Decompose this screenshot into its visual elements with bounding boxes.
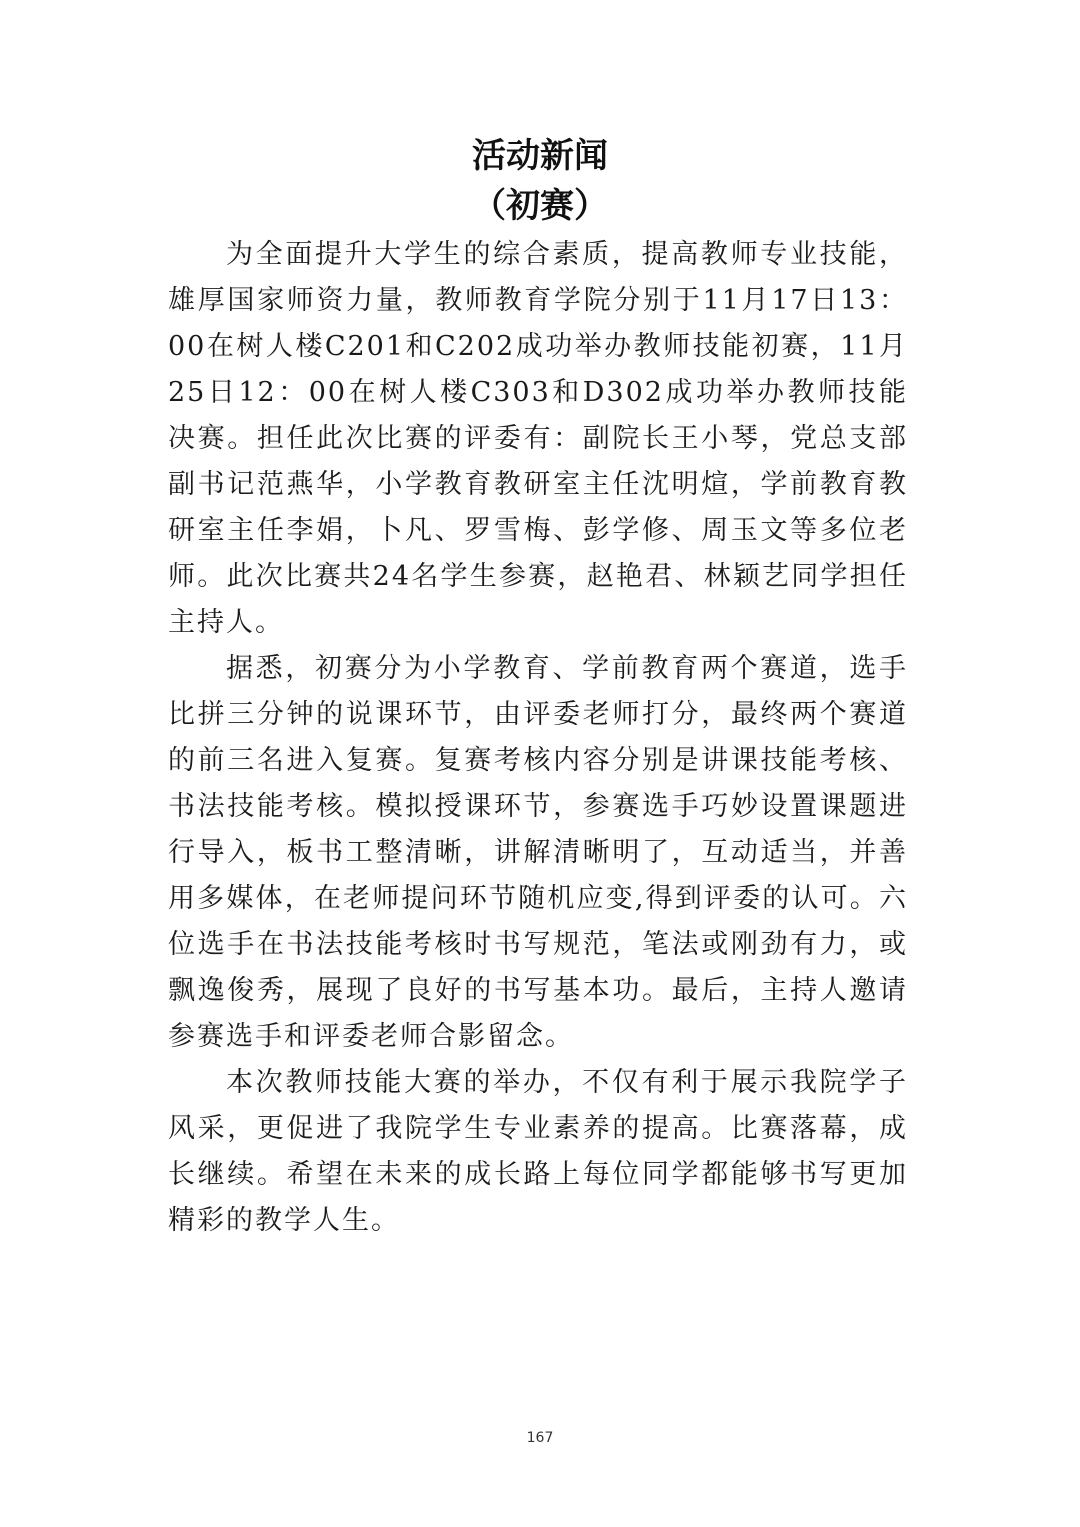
page-subtitle: （初赛） (472, 186, 608, 226)
article-paragraph-2: 据悉，初赛分为小学教育、学前教育两个赛道，选手比拼三分钟的说课环节，由评委老师打分，最终两个赛道的前三名进入复赛。复赛考核内容分别是讲课技能考核、书法技能考核。模拟授课环节，参赛选手巧妙设置课题进行导入，板书工整清晰，讲解清晰明了，互动适当，并善用多媒体，在老师提问环节随机应变,得到评委的认可。六位选手在书法技能考核时书写规范，笔法或刚劲有力，或飘逸俊秀，展现了良好的书写基本功。最后，主持人邀请参赛选手和评委老师合影留念。 (168, 653, 908, 1052)
page-title: 活动新闻 (472, 136, 608, 176)
article-paragraph-1: 为全面提升大学生的综合素质，提高教师专业技能，雄厚国家师资力量，教师教育学院分别于11月17日13：00在树人楼C201和C202成功举办教师技能初赛，11月25日12：00在树人楼C303和D302成功举办教师技能决赛。担任此次比赛的评委有：副院长王小琴，党总支部副书记范燕华，小学教育教研室主任沈明煊，学前教育教研室主任李娟，卜凡、罗雪梅、彭学修、周玉文等多位老师。此次比赛共24名学生参赛，赵艳君、林颖艺同学担任主持人。 (168, 239, 908, 638)
article-paragraph-3: 本次教师技能大赛的举办，不仅有利于展示我院学子风采，更促进了我院学生专业素养的提高。比赛落幕，成长继续。希望在未来的成长路上每位同学都能够书写更加精彩的教学人生。 (168, 1067, 908, 1236)
page-number: 167 (526, 1430, 554, 1446)
article-body (168, 232, 908, 1244)
